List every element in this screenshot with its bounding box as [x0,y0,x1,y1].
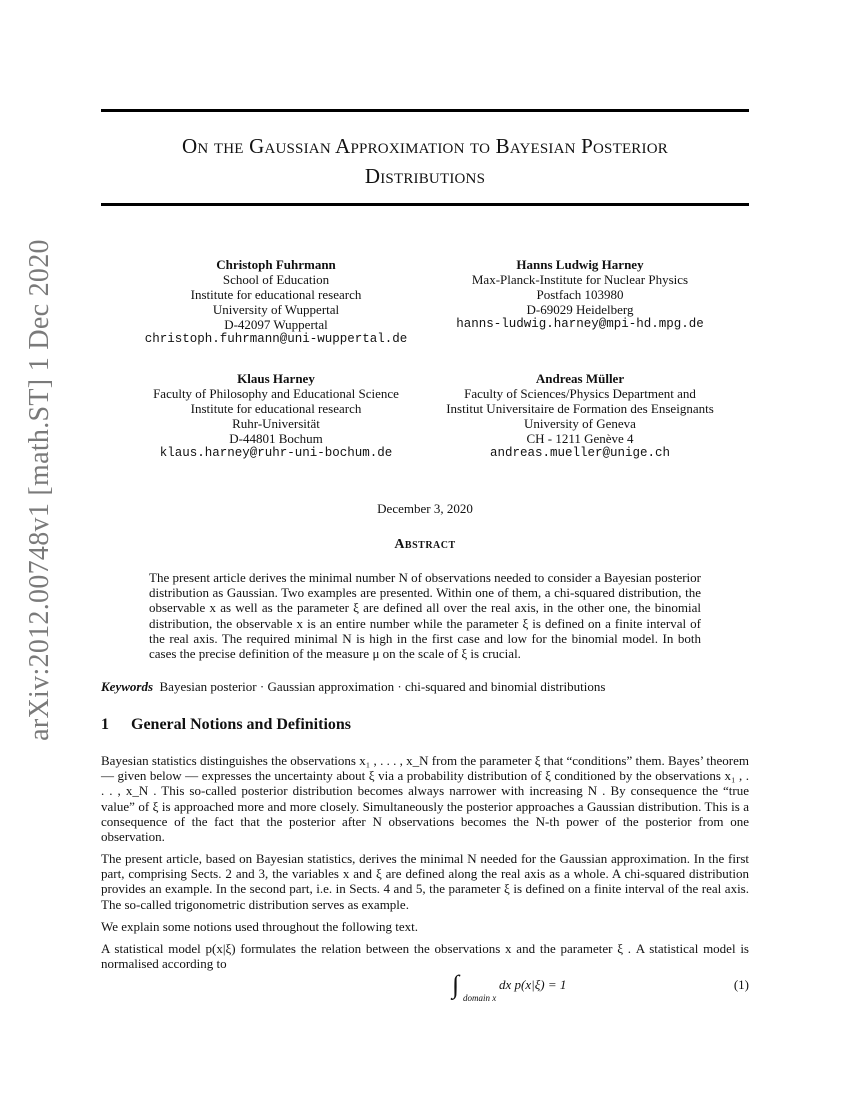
author-block-2 [430,257,730,332]
integral-subscript: domain x [463,993,497,1003]
author-affiliation: D-69029 Heidelberg [526,302,634,317]
title-line-2: Distributions [364,164,486,188]
author-affiliation: D-44801 Bochum [229,431,323,446]
author-block-1 [126,257,426,347]
integral-sign: ∫ [452,970,460,999]
section-heading [101,716,351,734]
author-affiliation: CH - 1211 Genève 4 [526,431,634,446]
title-line-1: On the Gaussian Approximation to Bayesian Posterior [182,134,668,158]
arxiv-stamp-text: arXiv:2012.00748v1 [math.ST] 1 Dec 2020 [24,239,55,741]
abstract-text: The present article derives the minimal number N of observations needed to consider a Bayesian posterior distribution as Gaussian. Two examples are presented. Within one of them, a chi-squared distribution, the observable x as well as the parameter ξ are defined all over the real axis, in the other one, the binomial distribution, the observable x is an entire number while the parameter ξ is defined on a finite interval of the real axis. The required minimal N is high in the first case and low for the binomial model. In both cases the precise definition of the measure μ on the scale of ξ is crucial. [149,570,701,662]
author-name: Hanns Ludwig Harney [516,257,644,272]
equation-number: (1) [733,977,749,992]
keywords-text: Bayesian posterior · Gaussian approximation · chi-squared and binomial distributions [159,679,606,694]
author-affiliation: D-42097 Wuppertal [224,317,328,332]
abstract-heading: Abstract [394,537,456,552]
paragraph-4: A statistical model p(x|ξ) formulates the relation between the observations x and the parameter ξ . A statistical model is normalised according to [101,941,749,972]
author-email: christoph.fuhrmann@uni-wuppertal.de [144,332,408,346]
author-affiliation: Institute for educational research [190,287,362,302]
paragraph-1: Bayesian statistics distinguishes the observations x₁ , . . . , x_N from the parameter ξ that “conditions” them. Bayes’ theorem — given below — expresses the uncertainty about ξ via a probability distribution of ξ conditioned by the observations x₁ , . . . , x_N . This so-called posterior distribution becomes always narrower with increasing N . By consequence the “true value” of ξ is approached more and more closely. Simultaneously the posterior approaches a Gaussian distribution. This is a consequence of the fact that the posterior after N observations becomes the N-th power of the posterior from one observation. [101,753,749,845]
author-affiliation: Institut Universitaire de Formation des Enseignants [446,401,714,416]
keywords [101,679,605,695]
section-number: 1 [101,716,109,733]
author-block-3 [126,371,426,461]
author-affiliation: School of Education [222,272,330,287]
paper-title [101,131,749,191]
author-affiliation: Faculty of Sciences/Physics Department and [464,386,696,401]
author-affiliation: Ruhr-Universität [232,416,320,431]
title-rule-top [101,109,749,112]
author-affiliation: Faculty of Philosophy and Educational Science [153,386,399,401]
section-title: General Notions and Definitions [131,716,352,733]
author-name: Klaus Harney [237,371,315,386]
title-rule-bottom [101,203,749,206]
author-name: Christoph Fuhrmann [216,257,336,272]
author-email: klaus.harney@ruhr-uni-bochum.de [159,446,393,460]
author-affiliation: Postfach 103980 [536,287,624,302]
author-affiliation: University of Geneva [524,416,636,431]
keywords-label: Keywords [101,679,153,694]
arxiv-stamp [8,239,72,741]
equation-expression: dx p(x|ξ) = 1 [499,977,567,992]
author-affiliation: Max-Planck-Institute for Nuclear Physics [471,272,689,287]
author-affiliation: University of Wuppertal [212,302,340,317]
author-name: Andreas Müller [535,371,625,386]
author-block-4 [425,371,735,461]
equation-1 [101,970,749,1010]
author-email: hanns-ludwig.harney@mpi-hd.mpg.de [456,317,704,331]
paragraph-3: We explain some notions used throughout the following text. [101,919,419,934]
paragraph-2: The present article, based on Bayesian statistics, derives the minimal N needed for the Gaussian approximation. In the first part, comprising Sects. 2 and 3, the variables x and ξ are defined along the real axis as a whole. A chi-squared distribution provides an example. In the second part, i.e. in Sects. 4 and 5, the parameter ξ is defined on a finite interval of the real axis. The so-called trigonometric distribution serves as example. [101,851,749,912]
author-email: andreas.mueller@unige.ch [489,446,671,460]
paper-date: December 3, 2020 [377,501,473,516]
author-affiliation: Institute for educational research [190,401,362,416]
